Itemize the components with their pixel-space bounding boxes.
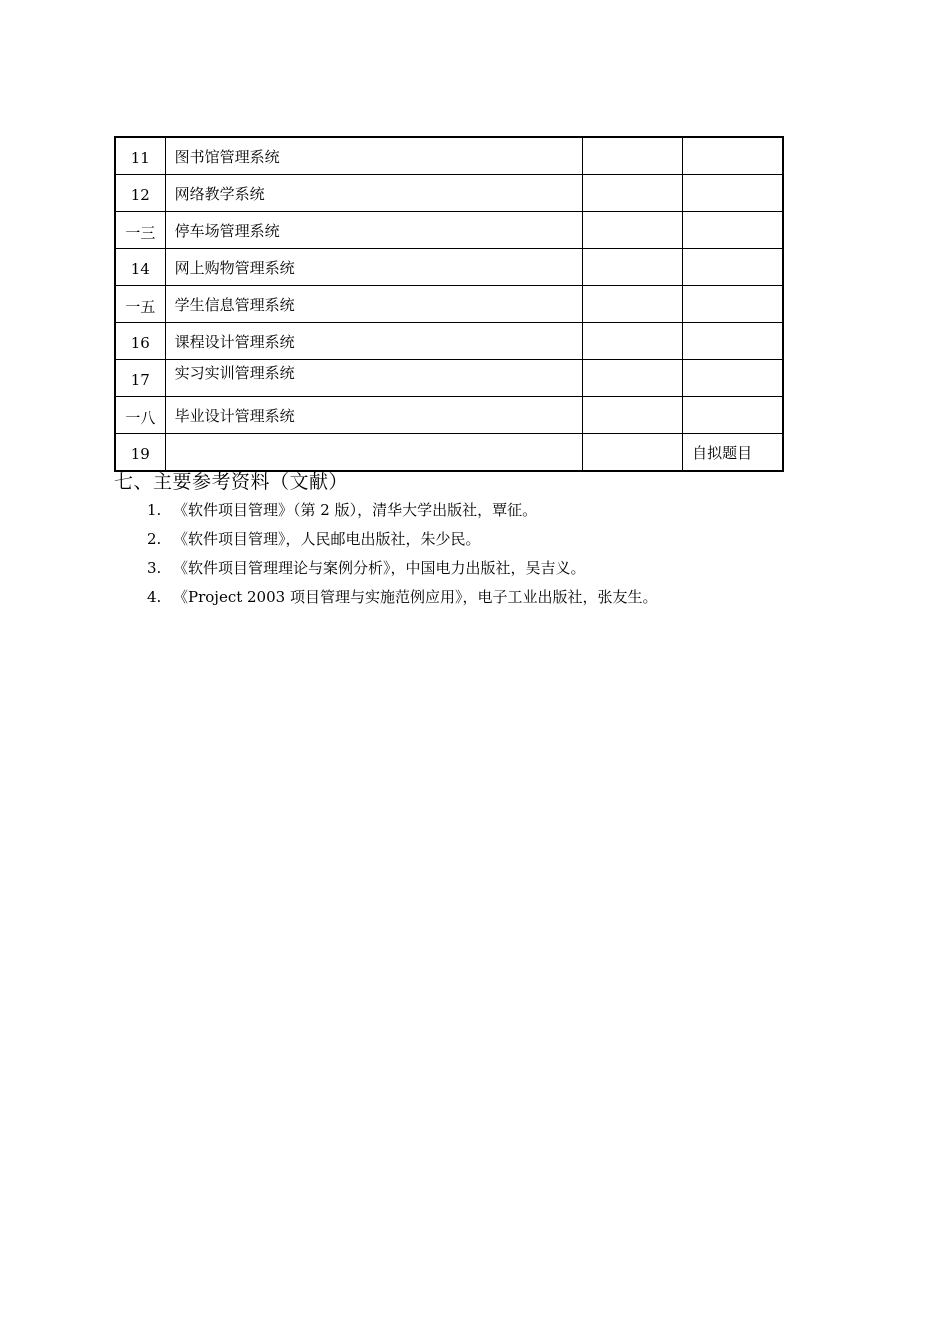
note-cell: 自拟题目 (683, 434, 783, 472)
note-cell (683, 175, 783, 212)
row-number: 12 (115, 175, 165, 212)
topic-title: 停车场管理系统 (165, 212, 582, 249)
table-row (115, 175, 783, 212)
table-cell (582, 175, 682, 212)
note-cell (683, 323, 783, 360)
note-cell (683, 360, 783, 397)
table-cell (582, 360, 682, 397)
topic-title: 图书馆管理系统 (165, 137, 582, 175)
topic-title: 网络教学系统 (165, 175, 582, 212)
note-cell (683, 397, 783, 434)
list-item (147, 556, 657, 585)
table-cell (582, 323, 682, 360)
topic-title (165, 434, 582, 472)
row-number: 一五 (115, 286, 165, 323)
table-cell (582, 286, 682, 323)
table-row (115, 212, 783, 249)
topic-title: 网上购物管理系统 (165, 249, 582, 286)
table-row (115, 249, 783, 286)
reference-number: 1. (147, 501, 162, 519)
reference-number: 3. (147, 559, 162, 577)
topic-title: 学生信息管理系统 (165, 286, 582, 323)
row-number: 一三 (115, 212, 165, 249)
note-cell (683, 249, 783, 286)
topic-title: 课程设计管理系统 (165, 323, 582, 360)
table-row (115, 434, 783, 472)
table-row (115, 360, 783, 397)
topic-title: 毕业设计管理系统 (165, 397, 582, 434)
row-number: 14 (115, 249, 165, 286)
table-row (115, 323, 783, 360)
list-item (147, 585, 657, 614)
row-number: 16 (115, 323, 165, 360)
reference-text: 《Project 2003 项目管理与实施范例应用》，电子工业出版社，张友生。 (173, 588, 658, 606)
reference-number: 4. (147, 588, 162, 606)
note-cell (683, 137, 783, 175)
table-cell (582, 434, 682, 472)
reference-list (147, 498, 657, 614)
reference-text: 《软件项目管理》，人民邮电出版社，朱少民。 (173, 530, 481, 548)
note-cell (683, 286, 783, 323)
table-cell (582, 397, 682, 434)
list-item (147, 498, 657, 527)
topic-title: 实习实训管理系统 (165, 360, 582, 397)
row-number: 11 (115, 137, 165, 175)
table-cell (582, 137, 682, 175)
topics-table (114, 136, 784, 472)
table-cell (582, 212, 682, 249)
table-cell (582, 249, 682, 286)
note-cell (683, 212, 783, 249)
reference-number: 2. (147, 530, 162, 548)
reference-text: 《软件项目管理》（第 2 版），清华大学出版社，覃征。 (173, 501, 538, 519)
row-number: 17 (115, 360, 165, 397)
row-number: 19 (115, 434, 165, 472)
table-row (115, 397, 783, 434)
row-number: 一八 (115, 397, 165, 434)
list-item (147, 527, 657, 556)
reference-text: 《软件项目管理理论与案例分析》，中国电力出版社，吴吉义。 (173, 559, 586, 577)
references-heading: 七、主要参考资料（文献） (114, 471, 349, 493)
table-row (115, 137, 783, 175)
table-row (115, 286, 783, 323)
